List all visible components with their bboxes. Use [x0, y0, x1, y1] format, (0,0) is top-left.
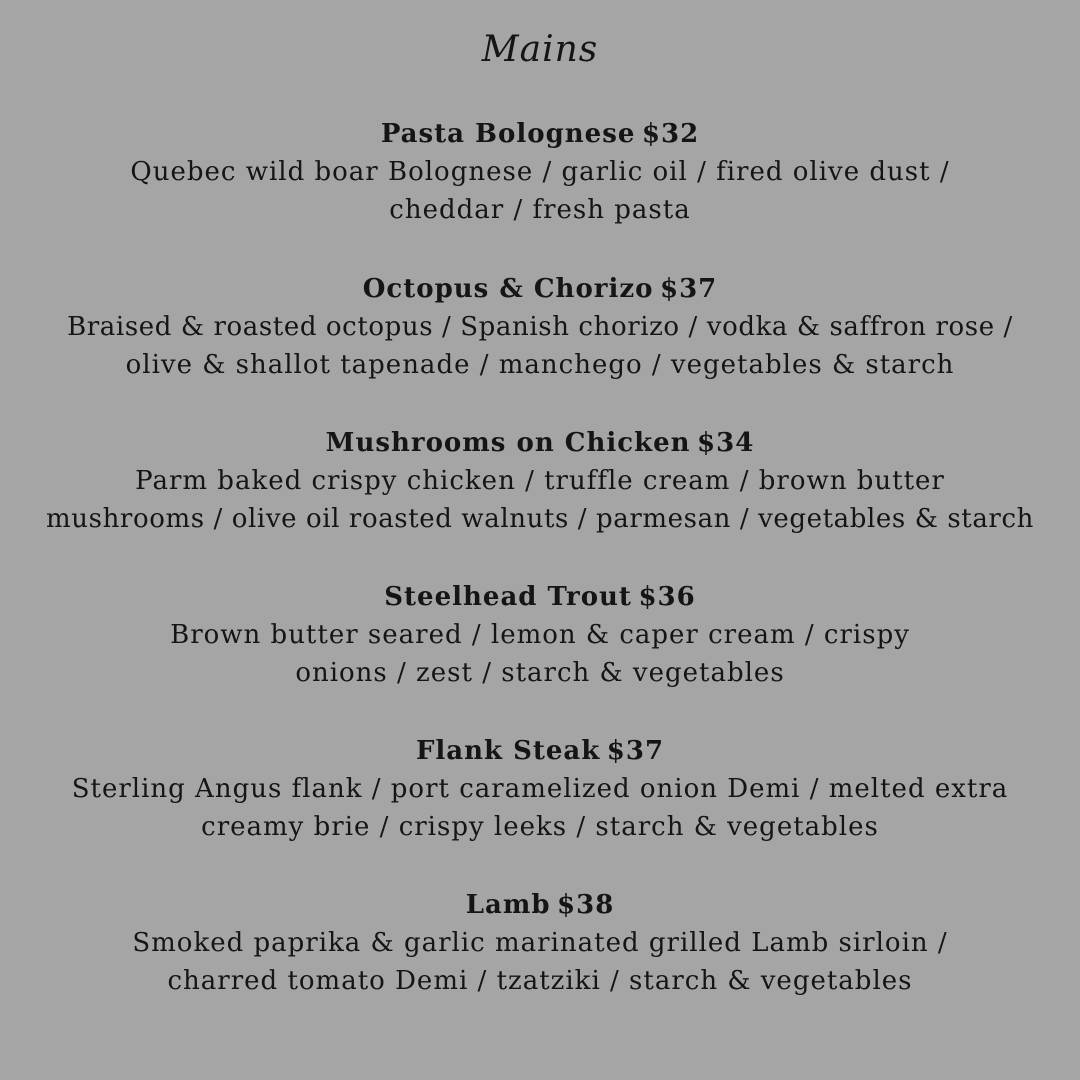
- menu-item-octopus-chorizo: [30, 270, 1050, 384]
- menu-item-price: $34: [697, 428, 755, 458]
- menu-item-steelhead-trout: [30, 578, 1050, 692]
- menu-item-description-line: Braised & roasted octopus / Spanish chorizo / vodka & saffron rose /: [67, 312, 1013, 342]
- menu-item-heading: [30, 424, 1050, 462]
- menu-item-flank-steak: [30, 732, 1050, 846]
- section-title: Mains: [481, 29, 599, 70]
- menu-item-heading: [30, 732, 1050, 770]
- menu-item-description-line: creamy brie / crispy leeks / starch & vegetables: [201, 812, 879, 842]
- menu-item-description-line: Sterling Angus flank / port caramelized onion Demi / melted extra: [71, 774, 1009, 804]
- menu-item-description-line: Brown butter seared / lemon & caper cream / crispy: [170, 620, 910, 650]
- menu-item-name: Pasta Bolognese: [380, 119, 636, 149]
- menu-item-description-line: Parm baked crispy chicken / truffle cream / brown butter: [135, 466, 945, 496]
- menu-item-price: $38: [557, 890, 615, 920]
- menu-item-lamb: [30, 886, 1050, 1000]
- menu-item-price: $36: [638, 582, 696, 612]
- menu-item-name: Flank Steak: [415, 736, 601, 766]
- menu-item-name: Octopus & Chorizo: [362, 274, 654, 304]
- menu-item-description-line: mushrooms / olive oil roasted walnuts / parmesan / vegetables & starch: [46, 504, 1034, 534]
- menu-item-heading: [30, 115, 1050, 153]
- menu-item-description-line: cheddar / fresh pasta: [389, 195, 691, 225]
- menu-item-name: Steelhead Trout: [384, 582, 632, 612]
- menu-item-mushrooms-on-chicken: [30, 424, 1050, 538]
- menu-item-price: $32: [641, 119, 700, 149]
- menu-item-pasta-bolognese: [30, 115, 1050, 229]
- menu-item-description-line: Quebec wild boar Bolognese / garlic oil / fired olive dust /: [130, 157, 950, 187]
- menu-item-description-line: olive & shallot tapenade / manchego / vegetables & starch: [125, 350, 955, 380]
- menu-item-description-line: charred tomato Demi / tzatziki / starch & vegetables: [167, 966, 913, 996]
- menu-item-name: Mushrooms on Chicken: [325, 428, 691, 458]
- menu-item-description-line: Smoked paprika & garlic marinated grilled Lamb sirloin /: [132, 928, 948, 958]
- menu-item-heading: [30, 578, 1050, 616]
- menu-item-price: $37: [659, 274, 718, 304]
- menu-item-description-line: onions / zest / starch & vegetables: [295, 658, 785, 688]
- menu-item-heading: [30, 270, 1050, 308]
- menu-item-name: Lamb: [465, 890, 551, 920]
- menu-item-price: $37: [606, 736, 665, 766]
- menu-item-heading: [30, 886, 1050, 924]
